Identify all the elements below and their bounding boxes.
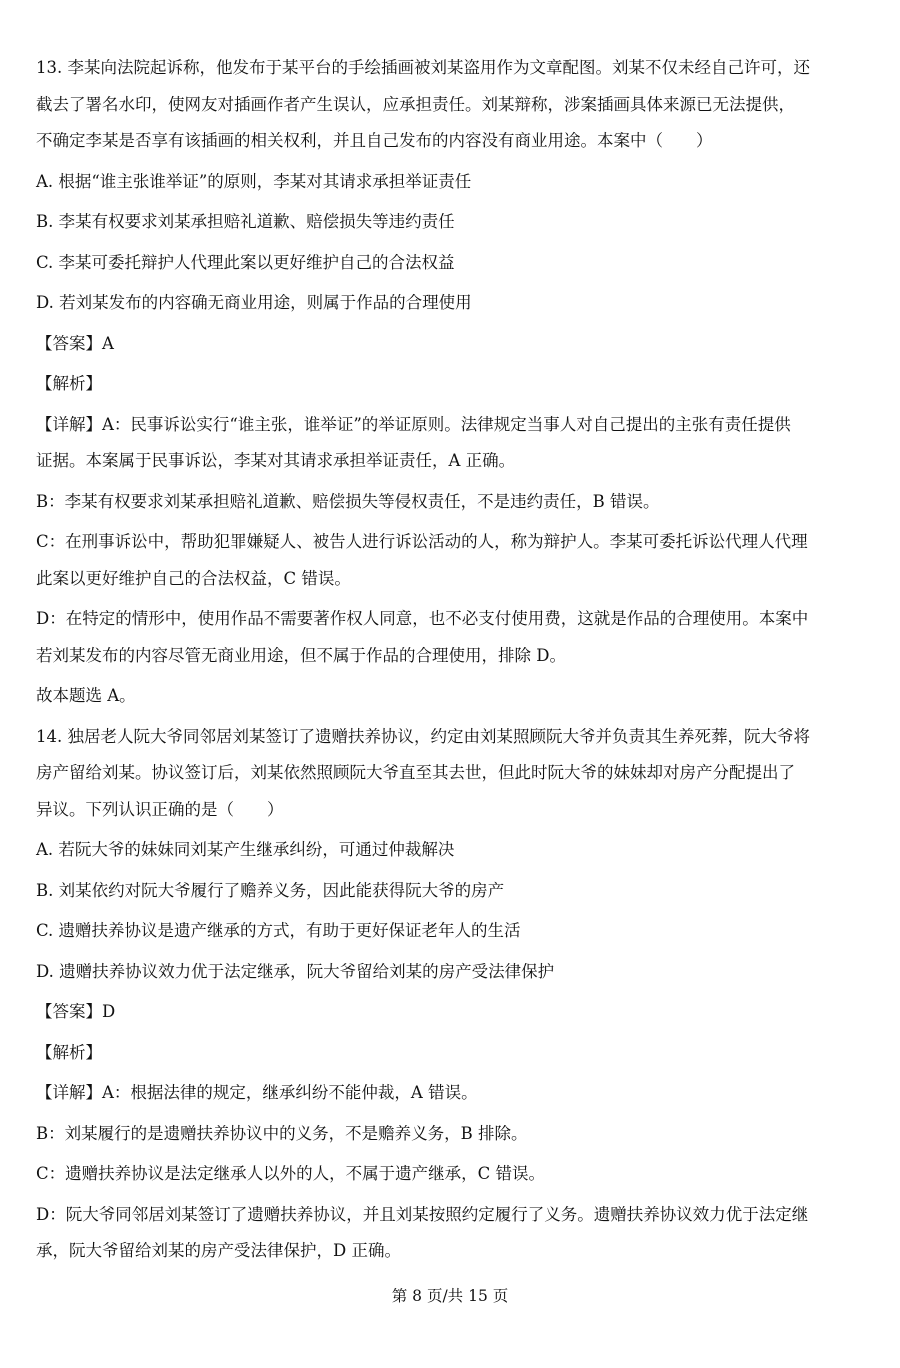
q13-detail-line-1: 【详解】A：民事诉讼实行“谁主张，谁举证”的举证原则。法律规定当事人对自己提出的主张有责任提供 xyxy=(36,414,791,434)
q13-detail-line-6: D：在特定的情形中，使用作品不需要著作权人同意，也不必支付使用费，这就是作品的合理使用。本案中 xyxy=(36,609,809,628)
q13-analysis-label: 【解析】 xyxy=(36,374,102,393)
q14-detail-line-1: 【详解】A：根据法律的规定，继承纠纷不能仲裁，A 错误。 xyxy=(36,1083,478,1102)
q14-stem-line-2: 房产留给刘某。协议签订后，刘某依然照顾阮大爷直至其去世，但此时阮大爷的妹妹却对房产分配提出了 xyxy=(36,763,795,782)
q14-option-a: A. 若阮大爷的妹妹同刘某产生继承纠纷，可通过仲裁解决 xyxy=(36,840,455,859)
q13-detail-line-7: 若刘某发布的内容尽管无商业用途，但不属于作品的合理使用，排除 D。 xyxy=(36,645,566,665)
q14-analysis-label: 【解析】 xyxy=(36,1042,102,1062)
q14-answer: 【答案】D xyxy=(36,1002,116,1021)
q14-option-c: C. 遗赠扶养协议是遗产继承的方式，有助于更好保证老年人的生活 xyxy=(36,921,521,940)
q13-option-d: D. 若刘某发布的内容确无商业用途，则属于作品的合理使用 xyxy=(36,293,472,312)
q13-stem-line-3: 不确定李某是否享有该插画的相关权利，并且自己发布的内容没有商业用途。本案中（ ） xyxy=(36,131,713,150)
q13-stem-line-2: 截去了署名水印，使网友对插画作者产生误认，应承担责任。刘某辩称，涉案插画具体来源已无法提供， xyxy=(36,94,795,114)
q13-answer: 【答案】A xyxy=(36,333,114,353)
q14-stem-line-1: 14. 独居老人阮大爷同邻居刘某签订了遗赠扶养协议，约定由刘某照顾阮大爷并负责其生养死葬，阮大爷将 xyxy=(36,726,810,746)
q13-option-b: B. 李某有权要求刘某承担赔礼道歉、赔偿损失等违约责任 xyxy=(36,212,455,231)
q14-detail-line-3: C：遗赠扶养协议是法定继承人以外的人，不属于遗产继承，C 错误。 xyxy=(36,1164,545,1183)
q14-detail-line-2: B：刘某履行的是遗赠扶养协议中的义务，不是赡养义务，B 排除。 xyxy=(36,1123,528,1143)
question-13 xyxy=(36,48,876,717)
q13-conclusion: 故本题选 A。 xyxy=(36,686,136,705)
question-14 xyxy=(36,717,876,1272)
q14-option-b: B. 刘某依约对阮大爷履行了赡养义务，因此能获得阮大爷的房产 xyxy=(36,880,505,900)
q14-detail-line-4: D：阮大爷同邻居刘某签订了遗赠扶养协议，并且刘某按照约定履行了义务。遗赠扶养协议效力优于法定继 xyxy=(36,1204,809,1224)
q13-detail-line-5: 此案以更好维护自己的合法权益，C 错误。 xyxy=(36,568,351,588)
q14-option-d: D. 遗赠扶养协议效力优于法定继承，阮大爷留给刘某的房产受法律保护 xyxy=(36,961,555,981)
q13-option-c: C. 李某可委托辩护人代理此案以更好维护自己的合法权益 xyxy=(36,252,455,272)
q13-stem-line-1: 13. 李某向法院起诉称，他发布于某平台的手绘插画被刘某盗用作为文章配图。刘某不仅未经自己许可，还 xyxy=(36,58,810,77)
q14-detail-line-5: 承，阮大爷留给刘某的房产受法律保护，D 正确。 xyxy=(36,1241,401,1260)
q13-detail-line-4: C：在刑事诉讼中，帮助犯罪嫌疑人、被告人进行诉讼活动的人，称为辩护人。李某可委托诉讼代理人代理 xyxy=(36,532,808,551)
q13-detail-line-3: B：李某有权要求刘某承担赔礼道歉、赔偿损失等侵权责任，不是违约责任，B 错误。 xyxy=(36,491,660,511)
q13-option-a: A. 根据“谁主张谁举证”的原则，李某对其请求承担举证责任 xyxy=(36,171,472,191)
page-footer: 第 8 页/共 15 页 xyxy=(391,1287,509,1305)
q13-detail-line-2: 证据。本案属于民事诉讼，李某对其请求承担举证责任，A 正确。 xyxy=(36,451,516,470)
q14-stem-line-3: 异议。下列认识正确的是（ ） xyxy=(36,799,284,819)
document-page xyxy=(36,48,876,1272)
